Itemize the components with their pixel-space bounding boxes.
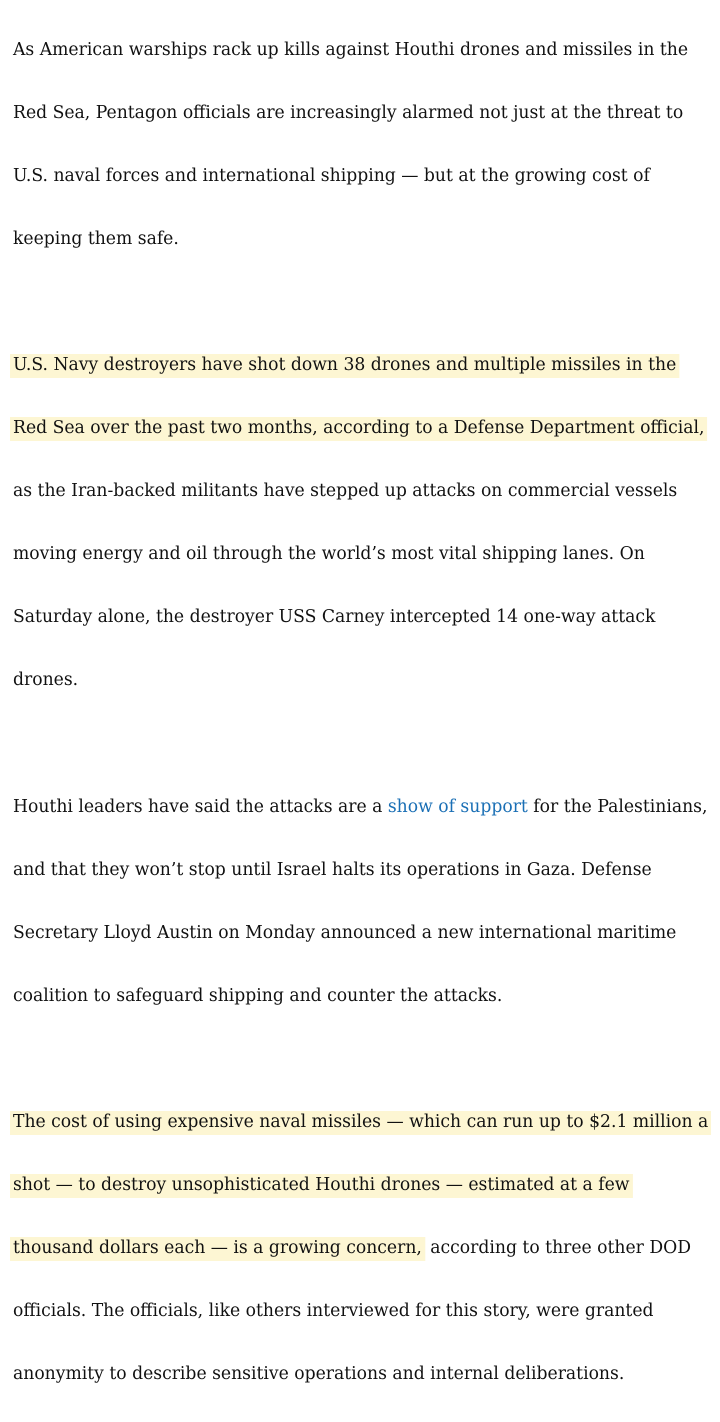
paragraph-houthi-leaders (13, 760, 720, 1044)
highlighted-text: Red Sea over the past two months, according to a Defense Department official, (10, 417, 707, 441)
text-line: as the Iran-backed militants have stepped up attacks on commercial vessels (13, 476, 712, 508)
text-segment: Houthi leaders have said the attacks are a (13, 797, 388, 817)
text-line: drones. (13, 665, 712, 697)
text-line (13, 1233, 712, 1265)
text-line: moving energy and oil through the world’s most vital shipping lanes. On (13, 539, 712, 571)
text-line: U.S. naval forces and international shipping — but at the growing cost of (13, 161, 712, 193)
paragraph-navy-destroyers (13, 319, 720, 729)
text-line: Red Sea, Pentagon officials are increasingly alarmed not just at the threat to (13, 98, 712, 130)
text-line: anonymity to describe sensitive operations and internal deliberations. (13, 1359, 712, 1391)
text-line: keeping them safe. (13, 224, 712, 256)
text-line: and that they won’t stop until Israel halts its operations in Gaza. Defense (13, 855, 712, 887)
highlighted-text: The cost of using expensive naval missiles — which can run up to $2.1 million a (10, 1111, 711, 1135)
text-segment: according to three other DOD (425, 1238, 691, 1258)
text-line (13, 413, 712, 445)
paragraph-missile-cost (13, 1076, 720, 1422)
text-line: Secretary Lloyd Austin on Monday announced a new international maritime (13, 918, 712, 950)
text-line: Saturday alone, the destroyer USS Carney intercepted 14 one-way attack (13, 602, 712, 634)
text-line (13, 792, 712, 824)
paragraph-intro (13, 3, 720, 287)
text-line: As American warships rack up kills against Houthi drones and missiles in the (13, 35, 712, 67)
text-line: officials. The officials, like others interviewed for this story, were granted (13, 1296, 712, 1328)
show-of-support-link[interactable]: show of support (388, 797, 528, 817)
highlighted-text: U.S. Navy destroyers have shot down 38 drones and multiple missiles in the (10, 354, 679, 378)
text-line (13, 350, 712, 382)
text-segment: for the Palestinians, (528, 797, 708, 817)
text-line (13, 1107, 712, 1139)
text-line (13, 1170, 712, 1202)
highlighted-text: thousand dollars each — is a growing concern, (10, 1237, 425, 1261)
text-line: coalition to safeguard shipping and counter the attacks. (13, 981, 712, 1013)
highlighted-text: shot — to destroy unsophisticated Houthi drones — estimated at a few (10, 1174, 632, 1198)
